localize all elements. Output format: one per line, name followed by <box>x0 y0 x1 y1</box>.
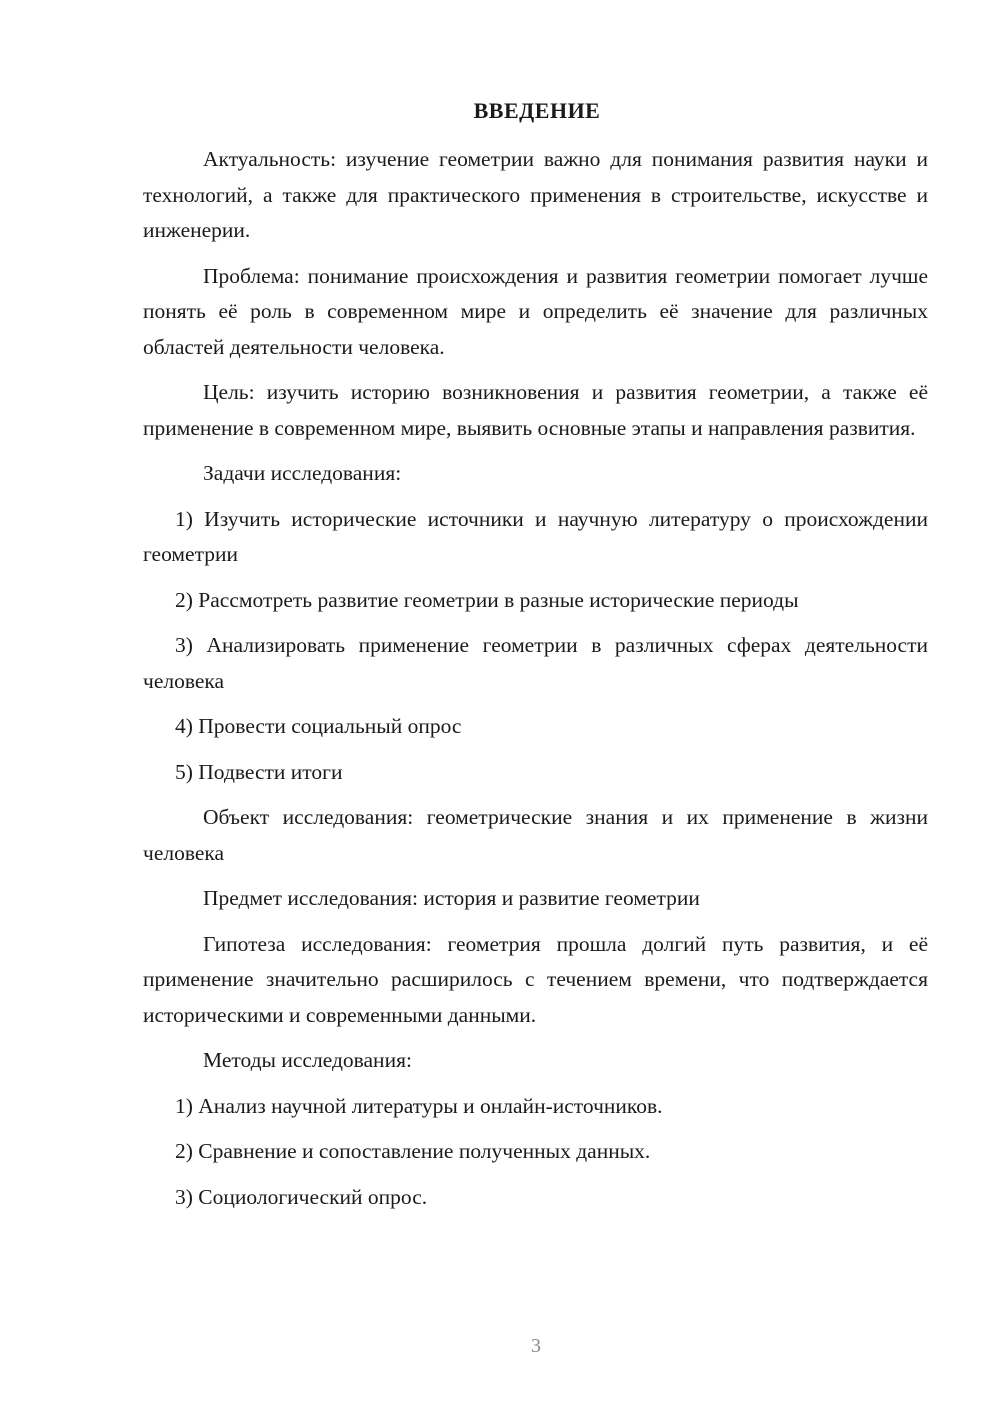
method-item-3: 3) Социологический опрос. <box>175 1184 428 1209</box>
task-item-4: 4) Провести социальный опрос <box>175 714 462 738</box>
page-number: 3 <box>531 1335 541 1357</box>
page-heading: ВВЕДЕНИЕ <box>473 98 601 123</box>
paragraph-object: Объект исследования: геометрические знания и их применение в жизни человека <box>143 805 928 865</box>
paragraph-problem: Проблема: понимание происхождения и развития геометрии помогает лучше понять её роль в современном мире и определить её значение для различных областей деятельности человека. <box>143 263 928 359</box>
paragraph-hypothesis: Гипотеза исследования: геометрия прошла долгий путь развития, и её применение значительно расширилось с течением времени, что подтверждается историческими и современными данными. <box>143 931 928 1027</box>
methods-title: Методы исследования: <box>203 1048 412 1072</box>
task-item-1: 1) Изучить исторические источники и научную литературу о происхождении геометрии <box>143 506 928 566</box>
paragraph-subject: Предмет исследования: история и развитие геометрии <box>203 886 700 910</box>
paragraph-relevance: Актуальность: изучение геометрии важно для понимания развития науки и технологий, а также для практического применения в строительстве, искусстве и инженерии. <box>143 147 928 242</box>
method-item-1: 1) Анализ научной литературы и онлайн-источников. <box>175 1093 663 1118</box>
task-item-3: 3) Анализировать применение геометрии в различных сферах деятельности человека <box>143 633 928 693</box>
task-item-5: 5) Подвести итоги <box>175 759 343 784</box>
page-body <box>143 142 928 1225</box>
tasks-title: Задачи исследования: <box>203 461 402 485</box>
method-item-2: 2) Сравнение и сопоставление полученных данных. <box>175 1139 651 1163</box>
task-item-2: 2) Рассмотреть развитие геометрии в разные исторические периоды <box>175 587 799 612</box>
paragraph-goal: Цель: изучить историю возникновения и развития геометрии, а также её применение в современном мире, выявить основные этапы и направления развития. <box>143 380 928 440</box>
